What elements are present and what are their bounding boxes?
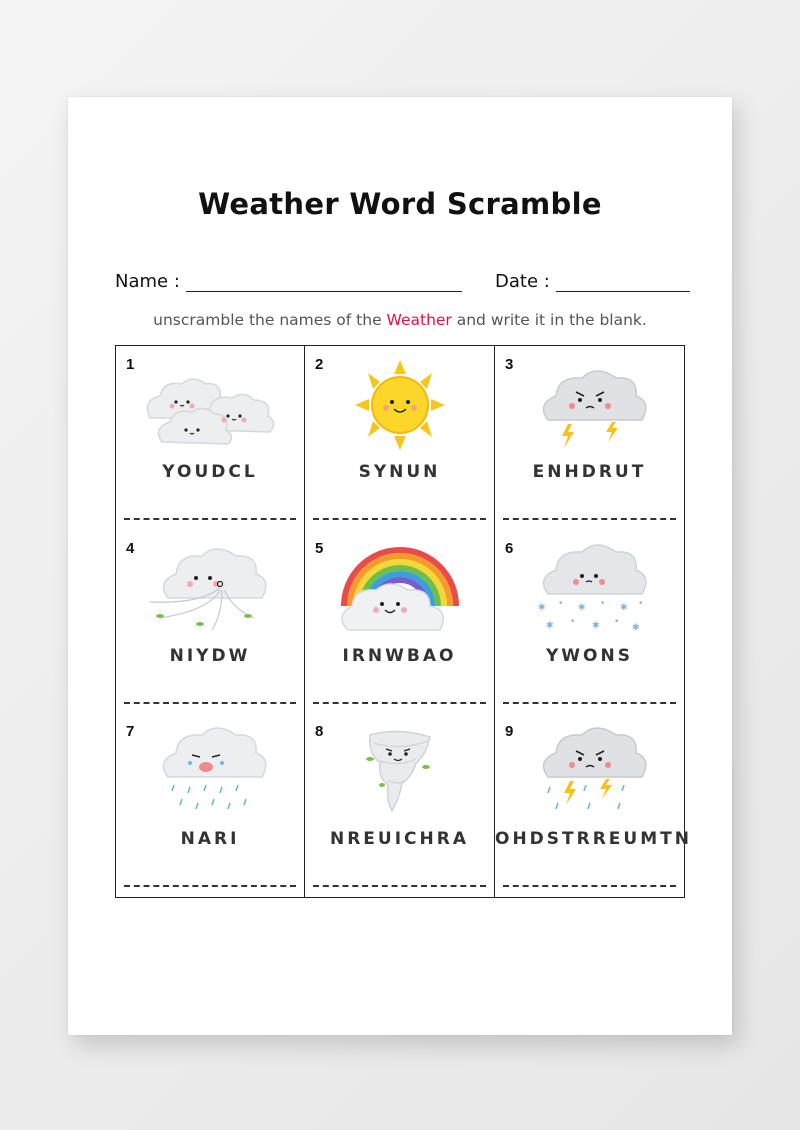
scrambled-word: YOUDCL xyxy=(162,462,258,482)
item-number: 7 xyxy=(126,723,135,741)
svg-text:•: • xyxy=(637,598,643,609)
item-number: 9 xyxy=(505,723,514,741)
rainbow-icon xyxy=(330,544,470,634)
scrambled-word: NARI xyxy=(180,829,240,850)
svg-text:✱: ✱ xyxy=(577,602,586,613)
hurricane-icon xyxy=(330,727,470,817)
answer-blank[interactable] xyxy=(503,518,676,520)
item-number: 3 xyxy=(505,356,514,373)
answer-blank[interactable] xyxy=(313,518,486,520)
answer-blank[interactable] xyxy=(313,702,486,704)
scramble-item xyxy=(305,346,495,530)
answer-blank[interactable] xyxy=(124,518,296,520)
scrambled-word: YWONS xyxy=(546,645,633,666)
instructions xyxy=(68,311,732,329)
scramble-item xyxy=(305,713,495,897)
scramble-item xyxy=(116,346,305,530)
rain-cloud-icon xyxy=(140,727,280,817)
sun-icon xyxy=(330,360,470,450)
windy-cloud-icon xyxy=(140,544,280,634)
cloudy-icon xyxy=(140,360,280,450)
scramble-item xyxy=(305,530,495,714)
answer-blank[interactable] xyxy=(503,702,676,704)
svg-text:✱: ✱ xyxy=(591,620,600,631)
svg-text:✱: ✱ xyxy=(537,602,546,613)
worksheet-page xyxy=(68,97,732,1035)
scramble-item xyxy=(495,346,684,530)
scrambled-word: NREUICHRA xyxy=(329,829,469,850)
instructions-highlight: Weather xyxy=(386,311,452,329)
answer-blank[interactable] xyxy=(124,885,296,887)
scramble-item xyxy=(116,530,305,714)
worksheet-title: Weather Word Scramble xyxy=(198,187,602,221)
item-number: 2 xyxy=(315,356,324,373)
scrambled-word: OHDSTRREUMTN xyxy=(495,829,692,850)
thunder-cloud-icon xyxy=(520,360,660,450)
scramble-item xyxy=(116,713,305,897)
answer-blank[interactable] xyxy=(313,885,486,887)
name-field[interactable] xyxy=(115,271,462,292)
svg-text:•: • xyxy=(569,616,575,627)
scrambled-word: SYNUN xyxy=(358,462,441,482)
date-field[interactable] xyxy=(495,271,690,292)
scramble-item xyxy=(495,530,684,714)
scrambled-word: ENHDRUT xyxy=(532,462,647,482)
scramble-item xyxy=(495,713,692,897)
scramble-grid xyxy=(115,345,692,898)
svg-text:✱: ✱ xyxy=(545,620,554,631)
svg-text:•: • xyxy=(557,598,563,609)
svg-text:✱: ✱ xyxy=(619,602,628,613)
name-label: Name : xyxy=(115,271,180,292)
snow-cloud-icon xyxy=(520,544,660,634)
date-blank-line[interactable] xyxy=(556,277,690,292)
svg-text:✱: ✱ xyxy=(631,622,640,633)
svg-text:•: • xyxy=(599,598,605,609)
answer-blank[interactable] xyxy=(124,702,296,704)
instructions-text-end: and write it in the blank. xyxy=(451,311,647,329)
scrambled-word: IRNWBAO xyxy=(342,645,457,666)
date-label: Date : xyxy=(495,271,550,292)
name-blank-line[interactable] xyxy=(186,277,462,292)
item-number: 1 xyxy=(126,356,135,373)
item-number: 8 xyxy=(315,723,324,741)
item-number: 4 xyxy=(126,539,135,557)
instructions-text: unscramble the names of the xyxy=(153,311,387,329)
thunderstorm-icon xyxy=(520,727,660,817)
answer-blank[interactable] xyxy=(503,885,676,887)
scrambled-word: NIYDW xyxy=(169,645,251,666)
svg-text:•: • xyxy=(613,616,619,627)
item-number: 5 xyxy=(315,539,324,557)
item-number: 6 xyxy=(505,539,514,557)
